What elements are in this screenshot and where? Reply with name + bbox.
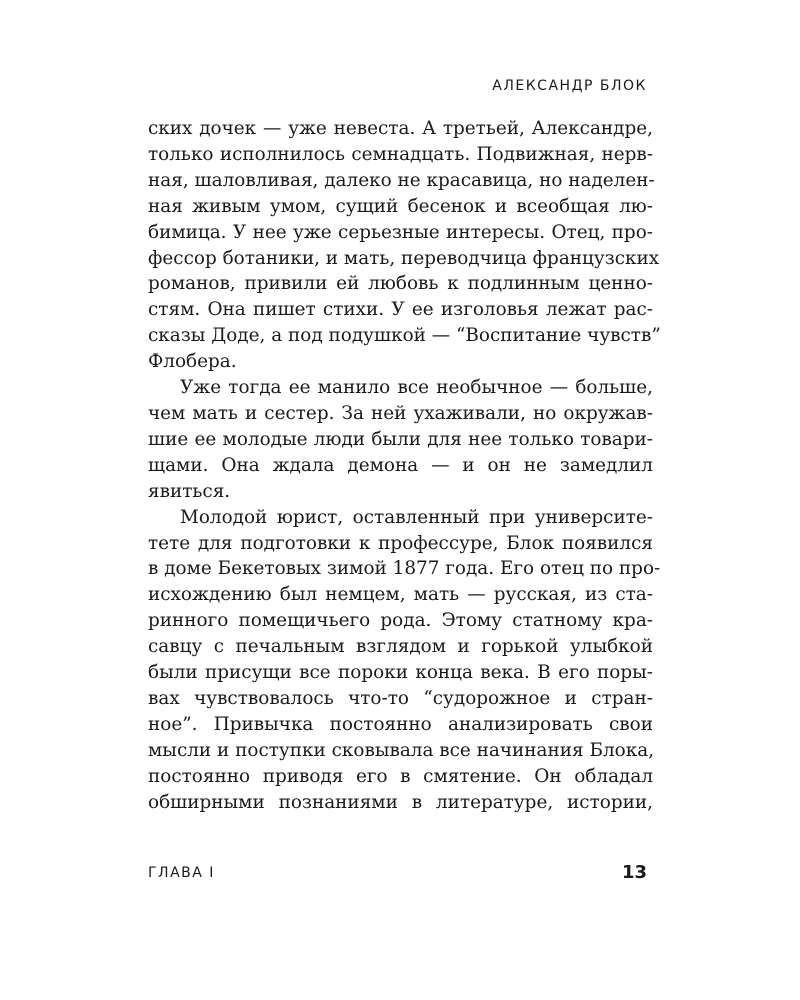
text-line: ских дочек — уже невеста. А третьей, Александре, [148,118,653,139]
text-line: стям. Она пишет стихи. У ее изголовья лежат рас- [148,299,653,321]
text-line: в доме Бекетовых зимой 1877 года. Его отец по про- [148,558,661,580]
text-line: обширными познаниями в литературе, истории, [148,791,653,813]
text-line: романов, привили ей любовь к подлинным ценно- [148,273,653,295]
body-text [148,116,661,815]
text-line: щами. Она ждала демона — и он не замедлил [148,454,653,476]
text-line: явиться. [148,480,231,502]
text-line: ная, шаловливая, далеко не красавица, но наделен- [148,169,655,191]
text-line: мысли и поступки сковывала все начинания Блока, [148,739,655,761]
text-line: ринного помещичьего рода. Этому статному кра- [148,610,653,632]
text-line: ное”. Привычка постоянно анализировать свои [148,713,653,735]
page-number: 13 [621,862,647,883]
text-line: бимица. У нее уже серьезные интересы. Отец, про- [148,221,653,243]
text-line: вах чувствовалось что-то “судорожное и стран- [148,687,653,709]
text-line: чем мать и сестер. За ней ухаживали, но окружав- [148,402,653,424]
text-line: исхождению был немцем, мать — русская, из ста- [148,584,653,606]
text-line: савцу с печальным взглядом и горькой улыбкой [148,636,653,658]
text-line: фессор ботаники, и мать, переводчица французских [148,247,660,269]
footer-chapter: ГЛАВА I [148,865,215,881]
text-line: тете для подготовки к профессуре, Блок появился [148,532,653,554]
text-line: сказы Доде, а под подушкой — “Воспитание чувств” [148,325,661,347]
text-line: Флобера. [148,351,237,373]
running-head-author: АЛЕКСАНДР БЛОК [492,78,647,94]
text-line: ная живым умом, сущий бесенок и всеобщая лю- [148,195,653,217]
text-line: Молодой юрист, оставленный при университе- [180,506,653,528]
text-line: постоянно приводя его в смятение. Он обладал [148,765,653,787]
text-line: шие ее молодые люди были для нее только товари- [148,428,653,450]
text-line: Уже тогда ее манило все необычное — больше, [180,377,653,399]
text-line: только исполнилось семнадцать. Подвижная, нерв- [148,143,653,165]
text-line: были присущи все пороки конца века. В его поры- [148,662,653,684]
